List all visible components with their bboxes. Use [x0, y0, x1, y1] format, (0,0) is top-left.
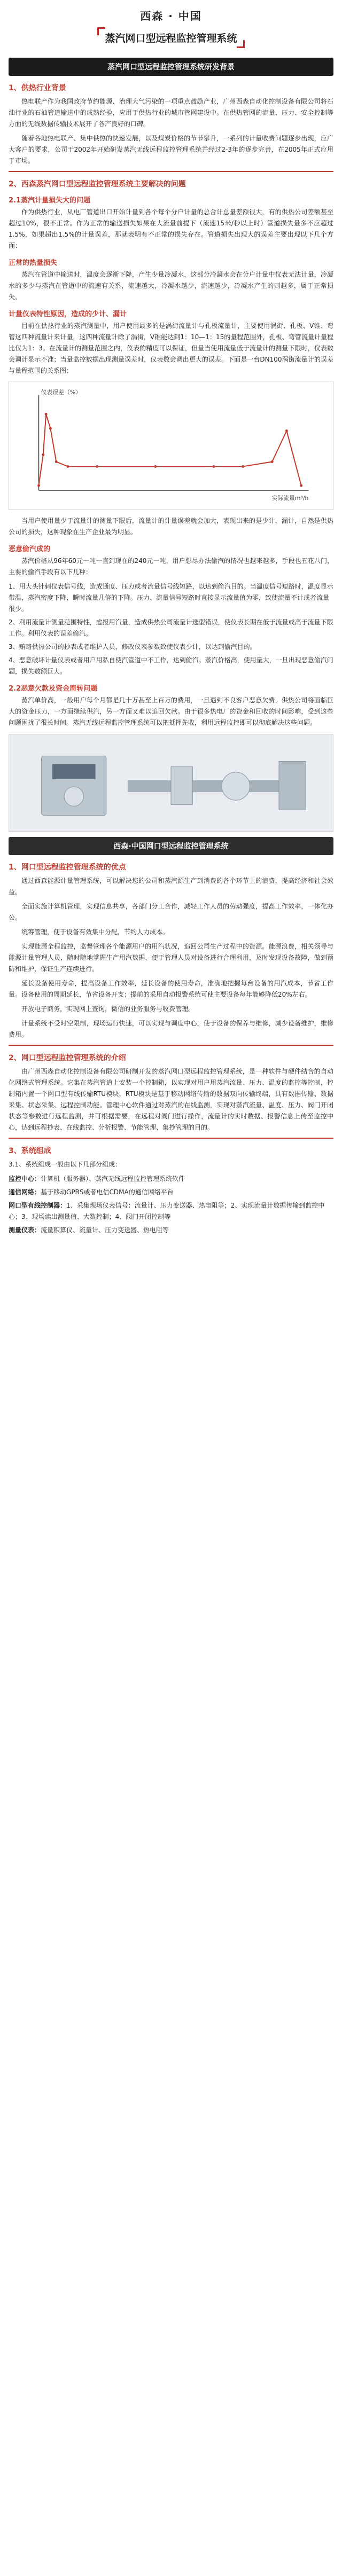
list-item: 3、贿赂供热公司的抄表或者维护人员，修改仪表参数致使仪表少计，以达到偷汽目的。 [9, 643, 256, 651]
brand-title: 西森 · 中国 [140, 10, 202, 22]
subheading-malicious-theft: 恶意偷汽成的 [9, 545, 51, 553]
subheading-normal-heat-loss: 正常的热量损失 [9, 259, 58, 267]
list-item: 4、恶意破坏计量仪表或者用户用私自使汽管道中不工作，达到偷汽。蒸汽价格高，使用量大，一旦出现恶意偷汽问题，损失数额巨大。 [9, 656, 333, 675]
paragraph: 开放电子商务，实现网上查询，微信的业务服务与收费管理。 [21, 1005, 195, 1013]
paragraph: 计量系统不受时空限制，现场运行快速，可以实现与调度中心，使于设备的保养与维修，减少设备维护，维修费用。 [9, 1020, 333, 1039]
equipment-photo [9, 734, 333, 832]
component-monitoring-center [9, 1173, 333, 1185]
component-text: 1、采集现场仪表信号：流量计、压力变送器、热电阻等；2、实现流量计数据传输到监控中心；3、现场读出测量值、大数控制；4、阀门开闭控制等 [9, 1202, 325, 1221]
component-instruments [9, 1225, 333, 1236]
paragraph: 延长设备使用寿命，提高设备工作效率，延长设备的使用寿命，准确地把握每台设备的用汽成本，节省工作量。设备使用的周期延长，节省设备开支；提前的采用自动报警系统可使主要设备每年能够降低20%左右。 [9, 980, 333, 999]
paragraph: 作为供热行业，从电厂管道出口开始计量到各个每个分户计量的总合计总量差额很大，有的供热公司差额甚至超过10%，很不正常。作为正常的输送损失如果在大流量前提下（流速15米/秒以上时）管道损失量多不应超过1.5%，如果超出1.5%的计量误差，那就表明有不正常的损失存在。管道损失出现大的误差主要出现以下几个方面： [9, 208, 333, 249]
component-text: 流量积算仪、流量计、压力变送器、热电阻等 [41, 1226, 169, 1234]
heading-problems: 2、西森蒸汽网口型远程监控管理系统主要解决的问题 [9, 180, 186, 189]
component-label: 网口型有线控制器： [9, 1202, 67, 1210]
paragraph: 统筹管理，便于设备有效集中分配，节约人力成本。 [21, 928, 169, 936]
error-curve-point [96, 465, 98, 468]
subtitle-frame [97, 27, 244, 48]
paragraph: 蒸汽单价高，一般用户每个月都是几十万甚至上百万的费用，一旦遇到不良客户恶意欠费，供热公司将面临巨大的资金压力，一方面继续供汽，另一方面又难以追回欠款。由于很多热电厂的资金和回收的时间影响，受到这些问题困扰了很长时间。蒸汽无线远程监控管理系统可以把抵押先收，利用远程监控即可以彻底解决这些问题。 [9, 696, 333, 726]
paragraph: 3.1、系统组成一般由以下几部分组成： [9, 1161, 122, 1169]
subheading-meter-characteristics: 计量仪表特性原因，造成的少计、漏计 [9, 310, 127, 318]
error-curve-point [67, 465, 69, 468]
paragraph: 蒸汽价格从96年60元一吨一直到现在的240元一吨，用户想尽办法偷汽的情况也越来越多，手段也五花八门，主要的偷汽手段有以下几种： [9, 557, 333, 576]
error-curve-point [154, 465, 157, 468]
chart-ylabel: 仪表误差（%） [41, 388, 82, 396]
error-curve-point [242, 465, 244, 468]
heading-industry-background: 1、供热行业背景 [9, 84, 66, 92]
error-curve-point [300, 484, 302, 487]
component-label: 监控中心： [9, 1175, 41, 1183]
heading-introduction: 2、网口型远程监控管理系统的介绍 [9, 1054, 126, 1063]
chart-xlabel: 实际流量m³/h [271, 494, 309, 502]
error-curve-point [45, 413, 48, 416]
error-curve-point [271, 460, 274, 463]
component-text: 计算机（服务器）、蒸汽无线远程监控管理系统软件 [41, 1175, 185, 1183]
bracket-top-left [97, 27, 105, 35]
error-curve-point [55, 460, 58, 463]
paragraph: 蒸汽在管道中输送时，温度会逐渐下降，产生少量冷凝水，这部分冷凝水会在分户计量中仪表无法计量，冷凝水的多少与蒸汽在管道中的流速有关系，流速越大，冷凝水越少，流速越少，冷凝水产生的则越多，属于正常损失。 [9, 271, 333, 301]
component-network [9, 1187, 333, 1198]
component-controller [9, 1200, 333, 1223]
error-curve-point [37, 484, 40, 487]
heading-composition: 3、系统组成 [9, 1147, 51, 1156]
error-curve-point [213, 465, 215, 468]
list-item: 1、用大头针刺仪表信号线，造成通度、压力或者流量信号线短路，以达到偷汽目的。当温度信号短路时，温度显示带温，蒸汽密度下降，瞬时流量几倍的下降。压力、流量信号短路时直接显示流量值为零，致使流量不计或者流量很少。 [9, 582, 333, 613]
divider [9, 171, 333, 172]
error-curve-point [285, 429, 288, 432]
component-label: 测量仪表： [9, 1226, 41, 1234]
section-bar-system: 西森·中国网口型远程监控管理系统 [9, 837, 333, 855]
list-item: 2、利用流量计测量范围特性，虚报用汽量，造成供热公司流量计选型错误，使仪表长期在低于流量或高于流量下限工作。利用仪表的误差偷汽。 [9, 618, 333, 637]
page-subtitle: 蒸汽网口型远程监控管理系统 [105, 33, 237, 44]
paragraph: 目前在供热行业的蒸汽测量中，用户使用最多的是涡街流量计与孔板流量计，主要使用涡街、孔板、V锥、弯管这四种流量计来计量，这四种流量计除了涡街，V锥能达到1：10—1：15的量程范围外，孔板、弯管流量计量程比仅为1：3。在流量计的测量范围之内，仪表的精度可以保证，但量当使用流量低于流量计的测量下限时，仪表数会调计显示不准；当量监控数据出现测量误差时，仪表数会调出更大的误差。下面是一台DN100涡街流量计的误差与量程范围的关系图： [9, 322, 333, 374]
paragraph: 实现能源全程监控，监督管理各个能源用户的用汽状况，追回公司生产过程中的资源。能源浪费，相关领导与能源计量管理人员，随时随地掌握生产用汽数据，便于管理人员对设备进行合理利用，及时发现设备故障，做到预防和维护，保证生产连续进行。 [9, 943, 333, 973]
error-range-chart [9, 381, 333, 510]
hero [9, 7, 333, 48]
section-bar-background: 蒸汽网口型远程监控管理系统研发背景 [9, 58, 333, 76]
heading-advantages: 1、网口型远程监控管理系统的优点 [9, 863, 126, 872]
error-range-chart-svg [12, 385, 330, 506]
paragraph: 当用户使用量少于流量计的测量下限后，流量计的计量误差就会加大，表现出来的是少计，漏计，自然是供热公司的损失，这种现象在生产企业最为明显。 [9, 516, 333, 536]
component-text: 基于移动GPRS或者电信CDMA的通信网络平台 [41, 1188, 174, 1196]
paragraph: 全面实施计算机管理，实现信息共享，各部门分工合作，减轻工作人员的劳动强度，提高工作效率，一体化办公。 [9, 903, 333, 922]
equipment-illustration [9, 734, 333, 832]
subheading-arrears: 2.2恶意欠款及资金周转问题 [9, 684, 98, 693]
page [0, 0, 342, 1251]
paragraph: 通过西森能源计量管理系统，可以解决您的公司和蒸汽源生产到消费的各个环节上的浪费，提高经济和社会效益。 [9, 877, 333, 896]
error-curve-point [42, 453, 44, 456]
divider [9, 1045, 333, 1046]
bracket-bottom-right [237, 40, 245, 48]
paragraph: 随着各地热电联产、集中供热的快速发展，以及煤炭价格的节节攀升，一系列的计量收费问题逐步出现，应广大客户的要求，公司于2002年开始研发蒸汽无线远程监控管理系统并经过2-3年的逐步完善，在2005年正式应用于市场。 [9, 135, 333, 165]
component-label: 通信网络： [9, 1188, 41, 1196]
paragraph: 由广州西森自动化控制设备有限公司研制开发的蒸汽网口型远程监控管理系统，是一种软件与硬件结合的自动化网络式管理系统。它集在蒸汽管道上安装一个控制箱，以实现对用户用蒸汽流量、压力、温度的监控等控制，控制箱内置一个网口型有线传输RTU模块，RTU模块是基于移动网络传输的数据双向传输终端，具有数据传输、数据采集、状态采集、远程控制功能。管理中心软件通过对蒸汽的在线监测，实现对蒸汽流量、温度、压力、阀门开闭状态等参数进行远程监测，并可根据需要，在远程对阀门进行操作，流量计的实时数据、报警信息上传至监控中心，达到远程抄表、在线监控、分析报警、节能管理、集抄管理的目的。 [9, 1068, 333, 1132]
subheading-metering-loss: 2.1蒸汽计量损失大的问题 [9, 197, 91, 205]
divider [9, 1138, 333, 1139]
error-curve-point [49, 427, 52, 430]
error-curve-line [39, 414, 301, 486]
paragraph: 热电联产作为我国政府节约能源、治理大气污染的一项重点鼓励产业，广州西森自动化控制设备有限公司将石油行业的石油管道输送中的成熟经验，应用于供热行业的城市管网建设中。在供热管网的流量、压力、安全控制等方面的无线数据传输技术展开了各产良好的口碑。 [9, 98, 333, 128]
